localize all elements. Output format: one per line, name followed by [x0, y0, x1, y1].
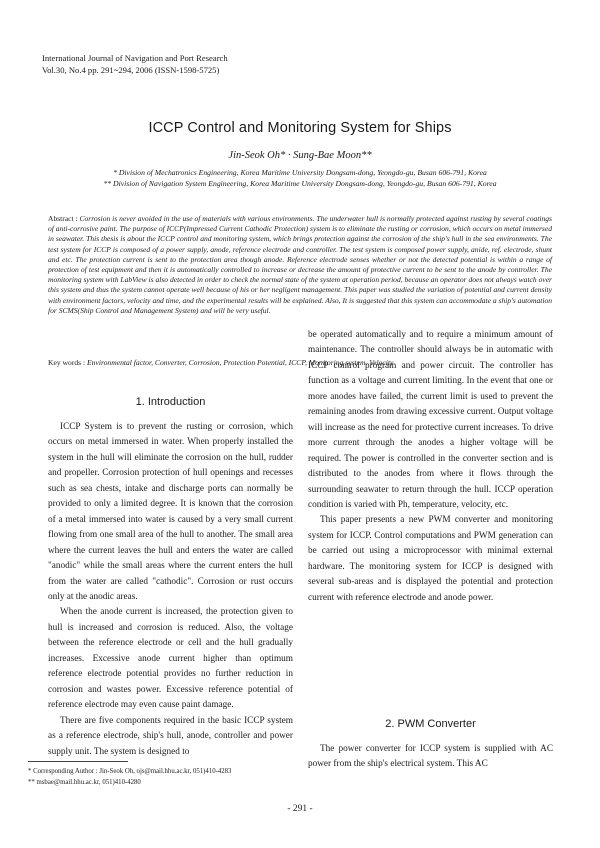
intro-paragraph-4: be operated automatically and to require a minimum amount of maintenance. The controller should always be in automatic with ICCP control program and power circuit. The controller has function as a voltage and current limiting. In the event that one or more anodes have failed, the current limit is used to prevent the remaining anodes from drawing excessive current. Output voltage will increase as the need for protective current increases. To drive more current through the anodes a higher voltage will be required. The power is controlled in the converter section and is distributed to the anodes from where it flows through the surrounding seawater to return through the hull. ICCP operation condition is varied with Ph, temperature, velocity, etc.: [308, 330, 553, 510]
journal-header: [42, 52, 228, 76]
journal-volume: Vol.30, No.4 pp. 291~294, 2006 (ISSN-1598-5725): [42, 65, 220, 75]
footnote-2: ** msbae@mail.hhu.ac.kr, 051)410-4280: [28, 779, 141, 786]
affiliation-2: ** Division of Navigation System Engineering, Korea Maritime University Dongsam-dong, Yeongdo-gu, Busan 606-791, Korea: [103, 179, 497, 188]
intro-paragraph-5: This paper presents a new PWM converter and monitoring system for ICCP. Control computations and PWM generation can be carried out using a microprocessor with minimal external hardware. The monitoring system for ICCP is designed with several sub-areas and is displayed the potential and protection current with reference electrode and anode power.: [308, 515, 553, 603]
page-number: - 291 -: [287, 804, 313, 814]
keywords-label: Key words :: [48, 358, 88, 367]
abstract: [48, 214, 552, 316]
affiliation-1: * Division of Mechatronics Engineering, Korea Maritime University Dongsam-dong, Yeongdo-gu, Busan 606-791, Korea: [113, 168, 487, 177]
paper-title: ICCP Control and Monitoring System for Ships: [148, 120, 452, 136]
affiliations: [40, 167, 560, 189]
abstract-text: Corrosion is never avoided in the use of materials with various environments. The underwater hull is normally protected against rusting by several coatings of anti-corrosive paint. The purpose of ICCP(Impressed Current Cathodic Protection) system is to eliminate the rusting or corrosion, which occurs on metal immersed in seawater. This thesis is about the ICCP control and monitoring system, which brings protection against the corrosion of the ship's hull in the sea environments. The test system for ICCP is composed of a power supply, anode, reference electrode and controller. The test system is composed power supply, anide, ref. electrode, shunt and etc. The protection current is sent to the protection area though anode. Reference electrode senses whether or not the detected potential is within a range of protection of test equipment and then it is automatically controlled to increase or decrease the amount of protective current to be sent to the anode by controller. The monitoring system with LabView is also detected in order to check the normal state of the system at operation period, because an operator does not always watch over this system and thus the system cannot operate well because of his or her negligent management. This paper was studied the variation of potential and current density with environment factors, velocity and time, and the experimental results will be explained. Also, It is suggested that this system can accommodate a ship's automation for SCMS(Ship Control and Management System) and will be very useful.: [48, 214, 552, 315]
paper-authors: Jin-Seok Oh* · Sung-Bae Moon**: [228, 150, 372, 161]
footnotes: [28, 766, 231, 788]
intro-paragraph-2: When the anode current is increased, the protection given to hull is increased and corrosion is reduced. Also, the voltage between the reference electrode or cell and the hull gradually increases. Excessive anode current higher than optimum reference electrode potential provides no further reduction in corrosion and wastes power. Excessive reference potential of reference electrode may even cause paint damage.: [48, 607, 293, 711]
keywords-text: Environmental factor, Converter, Corrosion, Protection Potential, ICCP, Monitoring system, Velocity: [87, 358, 394, 367]
right-column: [308, 328, 553, 606]
section-heading-introduction: 1. Introduction: [135, 396, 206, 408]
intro-paragraph-3: There are five components required in the basic ICCP system as a reference electrode, ship's hull, anode, controller and power supply unit. The system is designed to: [48, 715, 293, 757]
section-heading-pwm-converter: 2. PWM Converter: [385, 718, 476, 730]
footnote-divider: [28, 761, 128, 762]
footnote-1: * Corresponding Author : Jin-Seok Oh, ojs@mail.hhu.ac.kr, 051)410-4283: [28, 768, 232, 775]
intro-paragraph-1: ICCP System is to prevent the rusting or corrosion, which occurs on metal immersed in water. When properly installed the system in the hull will eliminate the corrosion on the hull, rudder and propeller. Corrosion protection of hull openings and recesses such as sea chests, intake and discharge ports can normally be provided to only a limited degree. It is known that the corrosion of a metal immersed into water is caused by a very small current flowing from one small area of the hull to another. The small area where the current leaves the hull and enters the water are called "anodic" while the small areas where the current enters the hull from the water are called "cathodic". Corrosion or rust occurs only at the anodic areas.: [48, 422, 293, 602]
abstract-label: Abstract :: [48, 214, 80, 223]
pwm-paragraph-1: The power converter for ICCP system is supplied with AC power from the ship's electrical system. This AC: [308, 744, 553, 770]
pwm-section-body: [308, 742, 553, 773]
left-column: [48, 420, 293, 760]
journal-name: International Journal of Navigation and Port Research: [42, 53, 228, 63]
